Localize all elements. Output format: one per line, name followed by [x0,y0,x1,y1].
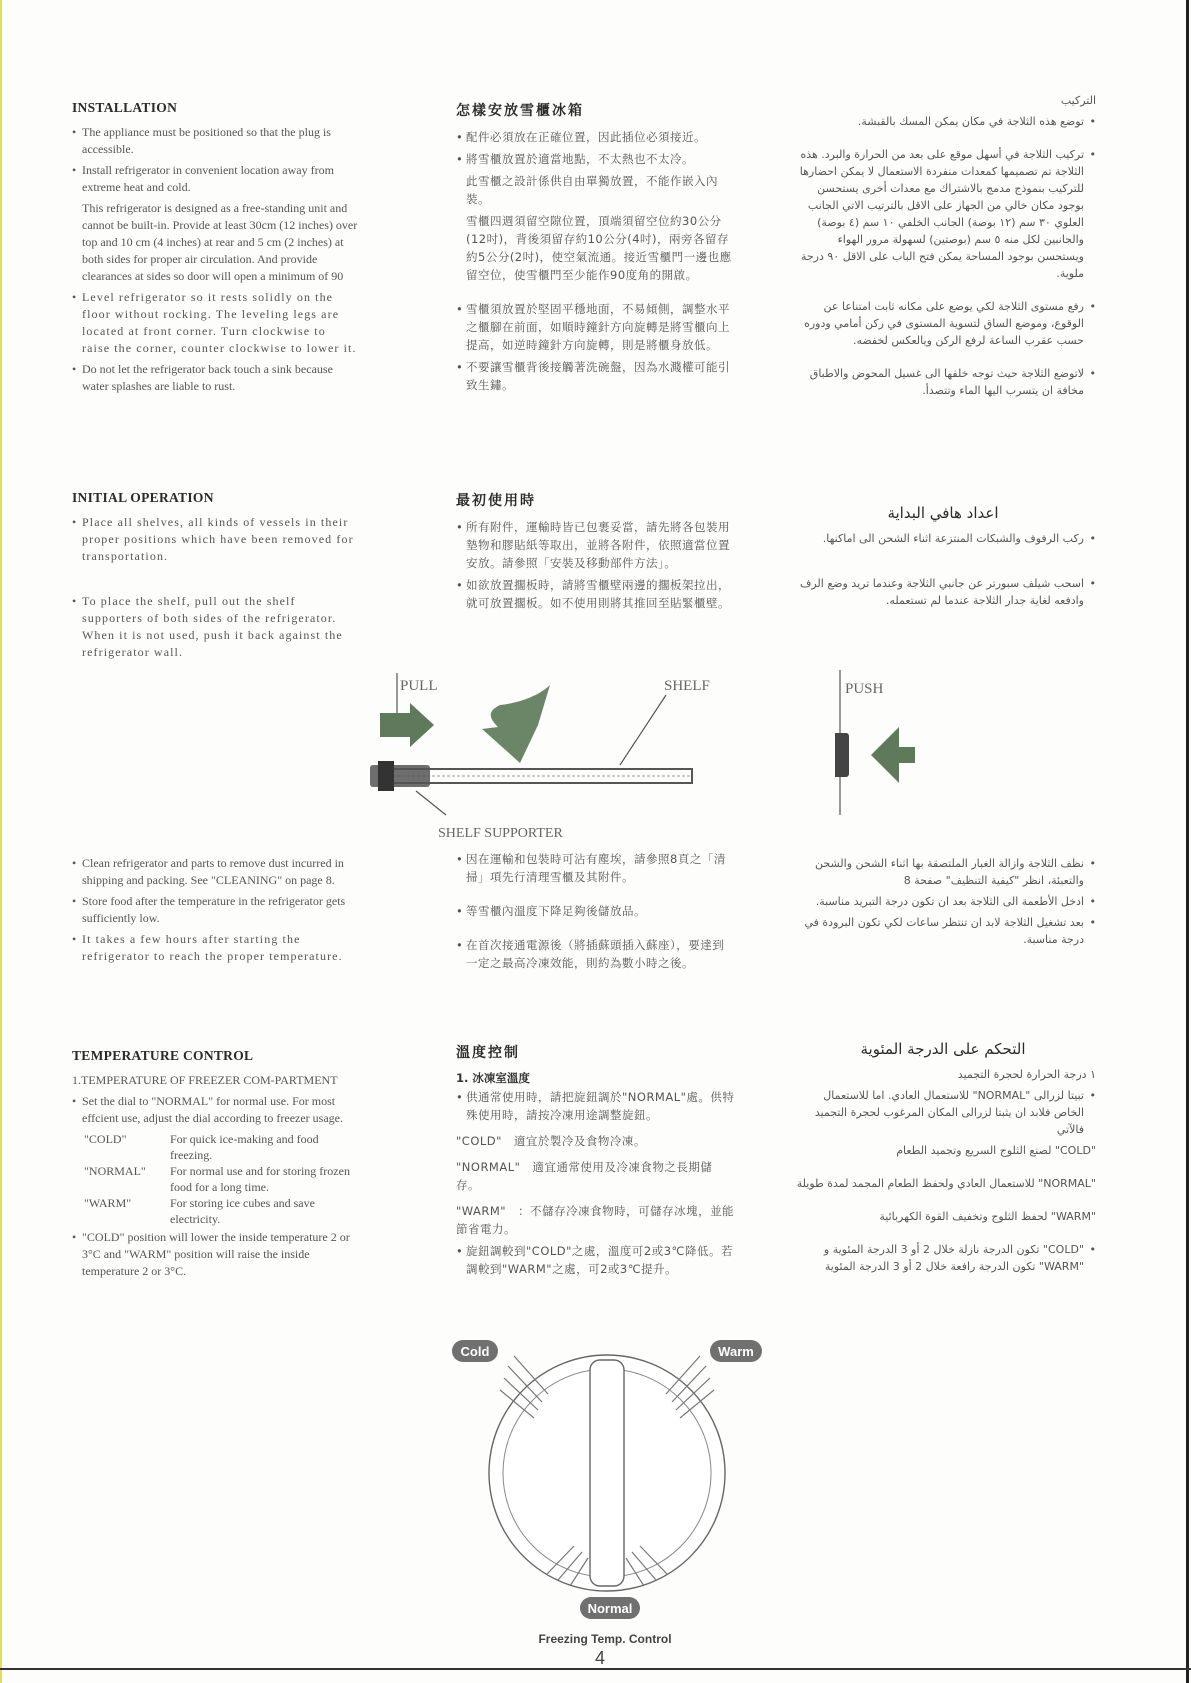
zh-install-item: • 配件必須放在正確位置，因此插位必須接近。 [456,128,736,146]
ar-initial-item: • ركب الرفوف والشبكات المنتزعة اثناء الشحن الى اماكنها. [790,530,1096,547]
ar-install-item: • لاتوضع الثلاجة حيث توجه خلفها الى غسيل المحوض والاطباق مخافة ان يتسرب اليها الماء وتتصدأ. [790,365,1096,399]
shelf-push-diagram [835,665,975,825]
en-temp-key: "WARM" [84,1196,132,1210]
ar-temp-item: "COLD" لصنع الثلوج السريع وتجميد الطعام [896,1144,1096,1157]
en-initial-heading: INITIAL OPERATION [72,490,214,505]
zh-temp-heading: 溫度控制 [456,1045,520,1061]
en-installation-item: • The appliance must be positioned so that the plug is accessible. [72,124,358,158]
zh-initial-item: • 在首次接通電源後（將插蘇頭插入蘇座），要達到一定之最高冷凍效能，則約為數小時之後。 [456,936,736,972]
zh-install-item: • 將雪櫃放置於適當地點，不太熱也不太冷。 [456,150,736,168]
ar-temp-item: • تبيتا لزرالى "NORMAL" للاستعمال العادي. اما للاستعمال الخاص فلابد ان يثبتا لزرالى المكان المرغوب لحجرة التجميد فالآتي [790,1087,1096,1138]
en-installation-item: This refrigerator is designed as a free-standing unit and cannot be built-in. Provide at least 30cm (12 inches) over top and 10 cm (4 inches) at rear and 5 cm (2 inches) at both sides for proper air circulation. And provide clearances at sides so door will open a minimum of 90 [82,201,358,283]
cold-label: Cold [460,1344,490,1359]
en-initial-item: • To place the shelf, pull out the shelf supporters of both sides of the refrigerator. When it is not used, push it back against the refrigerator wall. [72,593,358,661]
zh-initial-section [456,490,736,616]
zh-install-item: • 雪櫃須放置於堅固平穩地面，不易傾側，調整水平之櫃腳在前面，如順時鐘針方向旋轉是將雪櫃向上提高，如逆時鐘針方向旋轉，則是將櫃身放低。 [456,300,736,354]
en-temp-subheading: 1.TEMPERATURE OF FREEZER COM-PARTMENT [72,1073,338,1087]
en-initial-item: • Store food after the temperature in the refrigerator gets sufficiently low. [72,893,358,927]
push-arrow-icon [871,727,915,783]
ar-initial-heading: اعداد هافي البداية [887,504,999,522]
pull-arrow-icon [380,703,434,747]
zh-temp-item: • 旋鈕調較到"COLD"之處，溫度可2或3℃降低。若調較到"WARM"之處，可2或3℃提升。 [456,1242,736,1278]
ar-temp-item: "WARM" لحفظ الثلوج وتخفيف القوة الكهربائية [879,1210,1096,1223]
zh-initial-item: • 所有附件，運輸時皆已包裹妥當，請先將各包裝用墊物和膠貼紙等取出，並將各附件，依照適當位置安放。請參照「安裝及移動部件方法」。 [456,518,736,572]
zh-cleaning-section [456,850,736,976]
shelf-pull-diagram [370,665,720,850]
ar-install-heading: التركيب [1060,94,1096,107]
ar-install-section [790,92,1096,403]
en-cleaning-section [72,855,358,969]
en-temp-value: For quick ice-making and food freezing. [170,1132,319,1162]
zh-temp-item: "COLD" 適宜於製冷及食物冷凍。 [456,1134,646,1148]
dial-caption: Freezing Temp. Control [538,1632,672,1646]
en-initial-item: • It takes a few hours after starting the refrigerator to reach the proper temperature. [72,931,358,965]
zh-install-item: • 不要讓雪櫃背後接觸著洗碗盤，因為水濺權可能引致生鏽。 [456,358,736,394]
shelf-label: SHELF [664,678,710,694]
en-installation-item: • Level refrigerator so it rests solidly on the floor without rocking. The leveling legs are located at front corner. Turn clockwise to raise the corner, counter clockwise to lower it. [72,289,358,357]
scan-edge-right [1186,0,1189,1683]
zh-temp-subheading: 1. 冰凍室溫度 [456,1071,530,1085]
curved-arrow-icon [482,685,550,763]
zh-temp-item: "WARM" ：不儲存冷凍食物時，可儲存冰塊，並能節省電力。 [456,1204,735,1236]
ar-cleaning-section [790,855,1096,952]
zh-temp-item: • 供通常使用時，請把旋鈕調於"NORMAL"處。供特殊使用時，請按冷凍用途調整旋鈕。 [456,1088,736,1124]
en-initial-item: • Place all shelves, all kinds of vessels in their proper positions which have been removed for transportation. [72,514,358,565]
en-temp-key: "COLD" [84,1132,127,1146]
en-installation-section [72,100,358,399]
ar-temp-heading: التحكم على الدرجة المئوية [860,1040,1026,1058]
ar-install-item: • توضع هذه الثلاجة في مكان يمكن المسك بالقبشة. [790,113,1096,130]
ar-install-item: • تركيب الثلاجة في أسهل موقع على بعد من الحرارة والبرد. هذه الثلاجة تم تصميمها كمعدات منفردة الاستعمال لا يمكن احضارها للتركيب بنموذج مدمج بالاشتراك مع معدات أخرى يستحسن بوجود مكان خالي من الجهاز على الاقل بالترتيب الاتي الجانب العلوي ٣٠ سم (١٢ بوصة) الجانب الخلفي ١٠ سم (٤ بوصة) والجانبين لكل منه ٥ سم (بوصتين) لسهولة مرور الهواء ويستحسن بوجود المساحة يمكن فتح الباب على الاقل ٩٠ درجة ملوية. [790,146,1096,282]
push-label: PUSH [845,681,884,697]
zh-install-heading: 怎樣安放雪櫃冰箱 [456,103,584,119]
ar-initial-item: • نظف الثلاجة وازالة الغبار الملتصقة بها اثناء الشحن والشحن والتعبئة، انظر "كيفية التنظيف" صفحة 8 [790,855,1096,889]
ar-initial-item: • ادخل الأطعمة الى الثلاجة بعد ان تكون درجة التبريد مناسبة. [790,893,1096,910]
ar-temp-section [790,1040,1096,1279]
warm-label: Warm [718,1344,754,1359]
zh-install-item: 雪櫃四週須留空隙位置，頂端須留空位約30公分(12吋)，背後須留存約10公分(4吋)，兩旁各留存約5公分(2吋)，使空氣流通。接近雪櫃門一邊也應留空位，使雪櫃門至少能作90度角的開啟。 [466,214,732,282]
en-temp-key: "NORMAL" [84,1164,146,1178]
en-temp-heading: TEMPERATURE CONTROL [72,1048,254,1063]
normal-label: Normal [587,1601,633,1616]
ar-initial-item: • بعد تشغيل الثلاجة لابد ان تنتظر ساعات لكي تكون البرودة في درجة مناسبة. [790,914,1096,948]
ar-initial-section [790,504,1096,613]
page-number: 4 [594,1648,605,1668]
zh-initial-item: • 如欲放置擱板時，請將雪櫃壁兩邊的擱板架拉出，就可放置擱板。如不使用則將其推回至貼緊櫃壁。 [456,576,736,612]
zh-temp-section [456,1042,736,1282]
ar-initial-item: • اسحب شيلف سبورتر عن جانبي الثلاجة وعندما تريد وضع الرف وادفعه لغاية جدار الثلاجة عندما لم تستعمله. [790,575,1096,609]
zh-initial-heading: 最初使用時 [456,493,536,509]
en-temp-table [84,1131,358,1227]
ar-temp-item: • "COLD" تكون الدرجة نازلة خلال 2 أو 3 الدرجة المئوية و "WARM" تكون الدرجة رافعة خلال 2 أو 3 الدرجة المئوية [790,1241,1096,1275]
zh-install-section [456,100,736,398]
ar-temp-item: "NORMAL" للاستعمال العادي ولحفظ الطعام المجمد لمدة طويلة [796,1177,1096,1190]
en-initial-item: • Clean refrigerator and parts to remove dust incurred in shipping and packing. See "CLEANING" on page 8. [72,855,358,889]
shelf-supporter-icon [835,733,849,777]
en-temp-value: For storing ice cubes and save electricity. [170,1196,315,1226]
zh-initial-item: • 等雪櫃內溫度下降足夠後儲放品。 [456,902,736,920]
freezer-dial-diagram [452,1340,762,1630]
zh-install-item: 此雪櫃之設計係供自由單獨放置，不能作嵌入內裝。 [466,174,718,206]
zh-initial-item: • 因在運輸和包裝時可沾有塵埃，請參照8頁之「清掃」項先行清理雪櫃及其附件。 [456,850,736,886]
en-temp-item: • "COLD" position will lower the inside temperature 2 or 3°C and "WARM" position will raise the inside temperature 2 or 3°C. [72,1229,358,1280]
en-initial-section [72,490,358,665]
zh-temp-item: "NORMAL" 適宜通常使用及冷凍食物之長期儲存。 [456,1160,713,1192]
shelf-supporter-label: SHELF SUPPORTER [438,826,563,841]
en-temp-section [72,1048,358,1284]
ar-install-item: • رفع مستوى الثلاجة لكي يوضع على مكانه ثابت امتناعا عن الوقوع، وموضع الساق لتسوية المستوى في ركن أمامي ودوره حسب عقرب الساعة لرفع الركن ويالعكس لخفضه. [790,298,1096,349]
scan-edge-left [0,0,2,1683]
dial-knob[interactable] [489,1355,725,1591]
pull-label: PULL [400,678,438,694]
en-installation-heading: INSTALLATION [72,100,178,115]
en-temp-item: • Set the dial to "NORMAL" for normal use. For most effcient use, adjust the dial according to freezer usage. [72,1093,358,1127]
en-installation-item: • Install refrigerator in convenient location away from extreme heat and cold. [72,162,358,196]
en-installation-item: • Do not let the refrigerator back touch a sink because water splashes are liable to rust. [72,361,358,395]
ar-temp-subheading: ١ درجة الحرارة لحجرة التجميد [957,1068,1096,1081]
en-temp-value: For normal use and for storing frozen food for a long time. [170,1164,350,1194]
